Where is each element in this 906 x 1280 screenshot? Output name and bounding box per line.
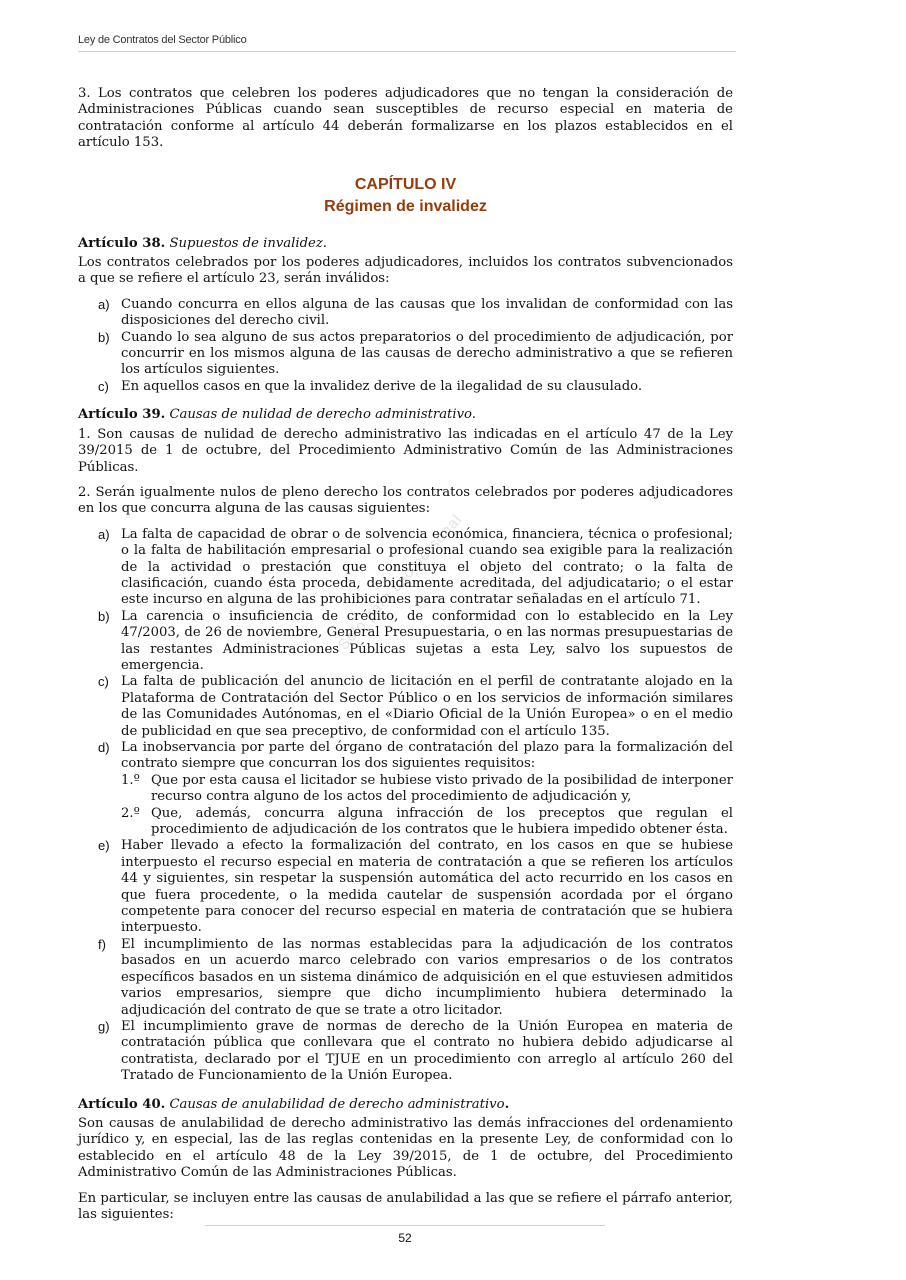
list-item-label: e) <box>98 838 110 854</box>
article-38-intro: Los contratos celebrados por los poderes adjudicadores, incluidos los contratos subvencionados a que se refiere el artículo 23, serán inválidos: <box>78 255 733 287</box>
chapter-heading <box>78 174 733 218</box>
list-item-text: La falta de capacidad de obrar o de solvencia económica, financiera, técnica o profesional; o la falta de habilitación empresarial o profesional cuando sea exigible para la realización de la actividad o prestación que constituya el objeto del contrato; o la falta de clasificación, cuando ésta proceda, debidamente acreditada, del adjudicatario; o el estar este incurso en alguna de las prohibiciones para contratar señaladas en el artículo 71. <box>121 526 733 608</box>
article-40-heading <box>78 1097 733 1113</box>
sub-list-item-label: 2.º <box>121 805 140 821</box>
list-item-text: La falta de publicación del anuncio de licitación en el perfil de contratante alojado en la Plataforma de Contratación del Sector Público o en los servicios de información similares de las Comunidades Autónomas, en el «Diario Oficial de la Unión Europea» o en el medio de publicidad en que sea preceptivo, de conformidad con el artículo 135. <box>121 674 733 739</box>
article-38-list <box>78 297 733 395</box>
article-39-title: Causas de nulidad de derecho administrativo. <box>169 407 476 423</box>
footer-divider <box>205 1225 605 1226</box>
list-item <box>78 330 733 379</box>
list-item-text: Haber llevado a efecto la formalización del contrato, en los casos en que se hubiese interpuesto el recurso especial en materia de contratación a que se refieren los artículos 44 y siguientes, sin respetar la suspensión automática del acto recurrido en los casos en que fuera procedente, o la medida cautelar de suspensión acordada por el órgano competente para conocer del recurso especial en materia de contratación que se hubiera interpuesto. <box>121 838 733 936</box>
article-40-title: Causas de anulabilidad de derecho administrativo <box>169 1096 505 1112</box>
list-item-text: Cuando concurra en ellos alguna de las causas que los invalidan de conformidad con las disposiciones del derecho civil. <box>121 296 733 329</box>
list-item-text: La inobservancia por parte del órgano de contratación del plazo para la formalización del contrato siempre que concurran los dos siguientes requisitos: <box>121 740 733 772</box>
article-40-number: Artículo 40. <box>78 1096 166 1112</box>
watermark: Sólo para uso personal <box>335 510 466 654</box>
intro-paragraph: 3. Los contratos que celebren los poderes adjudicadores que no tengan la consideración de Administraciones Públicas cuando sean susceptibles de recurso especial en materia de contratación conforme al artículo 44 deberán formalizarse en los plazos establecidos en el artículo 153. <box>78 86 733 151</box>
list-item-text: En aquellos casos en que la invalidez derive de la ilegalidad de su clausulado. <box>121 378 643 394</box>
list-item <box>78 838 733 936</box>
list-item-text: La carencia o insuficiencia de crédito, de conformidad con lo establecido en la Ley 47/2003, de 26 de noviembre, General Presupuestaria, o en las normas presupuestarias de las restantes Administraciones Públicas sujetas a esta Ley, salvo los supuestos de emergencia. <box>121 608 733 673</box>
list-item <box>78 527 733 609</box>
article-38-title: Supuestos de invalidez. <box>169 235 327 251</box>
article-39-paragraph-2: 2. Serán igualmente nulos de pleno derecho los contratos celebrados por poderes adjudicadores en los que concurra alguna de las causas siguientes: <box>78 484 733 517</box>
article-39-number: Artículo 39. <box>78 407 166 423</box>
article-39-heading <box>78 407 733 423</box>
list-item-label: b) <box>98 608 110 624</box>
list-item <box>78 674 733 740</box>
article-40-title-period: . <box>504 1096 510 1112</box>
page-body <box>78 86 733 1232</box>
list-item-label: b) <box>98 329 110 345</box>
chapter-number: CAPÍTULO IV <box>354 175 457 193</box>
sub-list-item <box>121 806 733 839</box>
running-header: Ley de Contratos del Sector Público <box>78 34 736 52</box>
list-item-text: El incumplimiento grave de normas de derecho de la Unión Europea en materia de contratación pública que conllevara que el contrato no hubiera debido adjudicarse al contratista, declarado por el TJUE en un procedimiento con arreglo al artículo 260 del Tratado de Funcionamiento de la Unión Europea. <box>121 1018 733 1084</box>
page-number: 52 <box>398 1231 412 1245</box>
article-39-paragraph-1: 1. Son causas de nulidad de derecho administrativo las indicadas en el artículo 47 de la Ley 39/2015 de 1 de octubre, del Procedimiento Administrativo Común de las Administraciones Públicas. <box>78 426 733 475</box>
list-item-label: c) <box>98 674 109 690</box>
list-item-label: a) <box>98 296 110 312</box>
article-40-paragraph-2: En particular, se incluyen entre las causas de anulabilidad a las que se refiere el párrafo anterior, las siguientes: <box>78 1190 733 1222</box>
sub-list-item-text: Que por esta causa el licitador se hubiese visto privado de la posibilidad de interponer recurso contra alguno de los actos del procedimiento de adjudicación y, <box>151 772 733 805</box>
article-38-number: Artículo 38. <box>78 235 166 251</box>
list-item-label: f) <box>98 936 106 952</box>
chapter-title: Régimen de invalidez <box>324 197 487 215</box>
list-item-text: Cuando lo sea alguno de sus actos preparatorios o del procedimiento de adjudicación, por concurrir en los mismos alguna de las causas de derecho administrativo a que se refieren los artículos siguientes. <box>121 329 733 378</box>
list-item <box>78 609 733 675</box>
list-item <box>78 297 733 330</box>
list-item <box>78 1019 733 1085</box>
list-item <box>78 740 733 838</box>
article-39-list <box>78 527 733 1085</box>
list-item <box>78 937 733 1019</box>
list-item <box>78 379 733 395</box>
list-item-label: d) <box>98 740 110 755</box>
article-39-sublist <box>121 773 733 839</box>
list-item-label: g) <box>98 1018 110 1034</box>
sub-list-item-label: 1.º <box>121 772 140 788</box>
list-item-label: c) <box>98 378 109 394</box>
sub-list-item-text: Que, además, concurra alguna infracción de los preceptos que regulan el procedimiento de adjudicación de los contratos que le hubiera impedido obtener ésta. <box>151 805 733 838</box>
sub-list-item <box>121 773 733 806</box>
list-item-text: El incumplimiento de las normas establecidas para la adjudicación de los contratos basados en un acuerdo marco celebrado con varios empresarios o de los contratos específicos basados en un sistema dinámico de adquisición en el que estuviesen admitidos varios empresarios, siempre que dicho incumplimiento hubiera determinado la adjudicación del contrato de que se trate a otro licitador. <box>121 936 733 1018</box>
article-40-paragraph-1: Son causas de anulabilidad de derecho administrativo las demás infracciones del ordenamiento jurídico y, en especial, las de las reglas contenidas en la presente Ley, de conformidad con lo establecido en el artículo 48 de la Ley 39/2015, de 1 de octubre, del Procedimiento Administrativo Común de las Administraciones Públicas. <box>78 1115 733 1181</box>
list-item-label: a) <box>98 526 110 542</box>
article-38-heading <box>78 236 733 252</box>
